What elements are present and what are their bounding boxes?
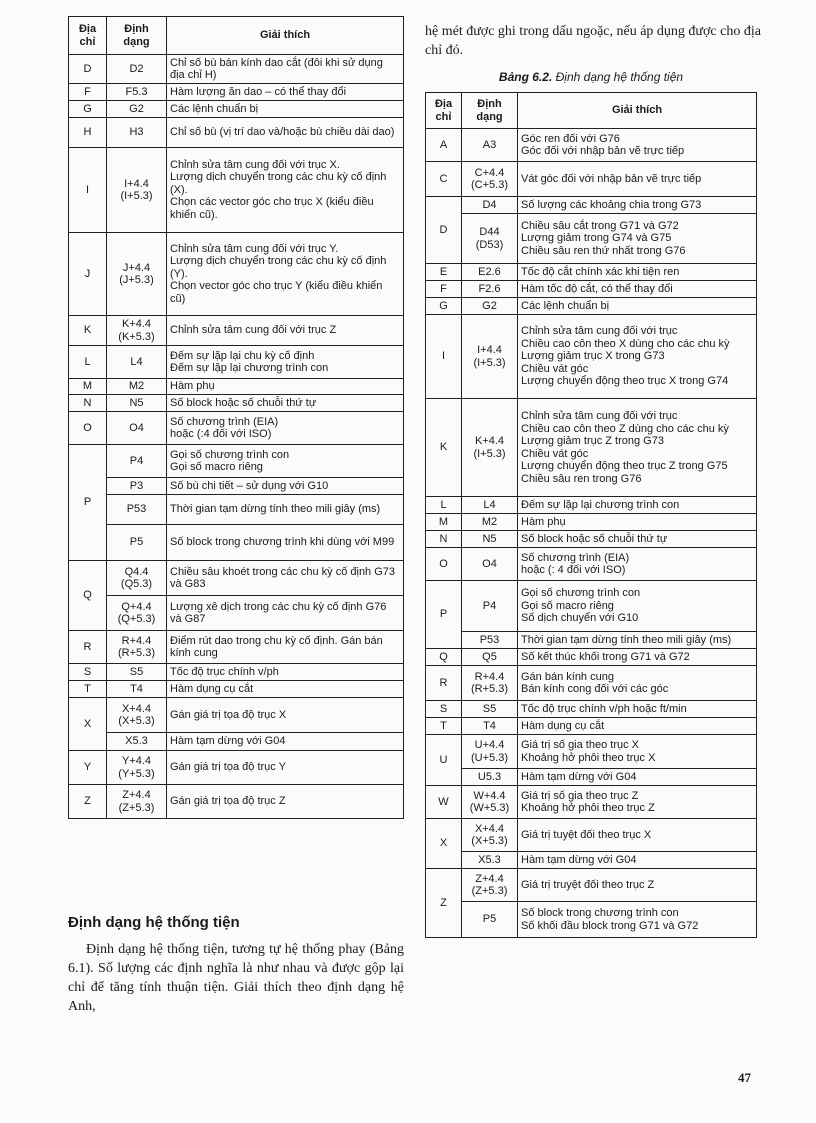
address-cell: Z bbox=[69, 785, 107, 819]
format-cell: P53 bbox=[462, 632, 518, 649]
description-cell: Số kết thúc khối trong G71 và G72 bbox=[518, 649, 757, 666]
format-cell: L4 bbox=[107, 346, 167, 379]
address-cell: S bbox=[69, 664, 107, 681]
format-cell: K+4.4 (I+5.3) bbox=[462, 399, 518, 497]
format-cell: M2 bbox=[462, 514, 518, 531]
format-cell: X5.3 bbox=[107, 733, 167, 751]
header-description: Giải thích bbox=[167, 17, 404, 55]
description-cell: Hàm tạm dừng với G04 bbox=[167, 733, 404, 751]
description-cell: Gán giá trị tọa độ trục Y bbox=[167, 751, 404, 785]
description-cell: Giá trị tuyệt đối theo trục X bbox=[518, 819, 757, 852]
table-caption-text: Định dạng hệ thống tiện bbox=[555, 70, 684, 84]
address-cell: C bbox=[426, 162, 462, 197]
address-cell: D bbox=[69, 55, 107, 84]
format-cell: Q5 bbox=[462, 649, 518, 666]
address-cell: Q bbox=[69, 561, 107, 631]
format-cell: G2 bbox=[462, 298, 518, 315]
description-cell: Hàm tạm dừng với G04 bbox=[518, 769, 757, 786]
description-cell: Tốc độ trục chính v/ph hoặc ft/min bbox=[518, 701, 757, 718]
description-cell: Gán giá trị tọa độ trục X bbox=[167, 698, 404, 733]
header-address: Địa chỉ bbox=[69, 17, 107, 55]
address-cell: R bbox=[426, 666, 462, 701]
address-cell: J bbox=[69, 233, 107, 316]
format-cell: S5 bbox=[107, 664, 167, 681]
address-cell: I bbox=[69, 148, 107, 233]
description-cell: Số block trong chương trình khi dùng với M99 bbox=[167, 525, 404, 561]
address-cell: Q bbox=[426, 649, 462, 666]
description-cell: Gán giá trị tọa độ trục Z bbox=[167, 785, 404, 819]
address-cell: M bbox=[426, 514, 462, 531]
description-cell: Chiều sâu khoét trong các chu kỳ cố định G73 và G83 bbox=[167, 561, 404, 596]
page-number: 47 bbox=[738, 1070, 751, 1085]
format-cell: I+4.4 (I+5.3) bbox=[107, 148, 167, 233]
description-cell: Tốc độ trục chính v/ph bbox=[167, 664, 404, 681]
format-cell: D2 bbox=[107, 55, 167, 84]
description-cell: Giá trị số gia theo trục Z Khoảng hở phôi theo trục Z bbox=[518, 786, 757, 819]
address-cell: H bbox=[69, 118, 107, 148]
description-cell: Số block hoặc số chuỗi thứ tự bbox=[518, 531, 757, 548]
format-cell: P5 bbox=[462, 902, 518, 938]
address-cell: O bbox=[69, 412, 107, 445]
description-cell: Thời gian tạm dừng tính theo mili giây (ms) bbox=[518, 632, 757, 649]
description-cell: Hàm dụng cụ cắt bbox=[167, 681, 404, 698]
format-cell: Z+4.4 (Z+5.3) bbox=[462, 869, 518, 902]
format-cell: X+4.4 (X+5.3) bbox=[107, 698, 167, 733]
description-cell: Hàm phụ bbox=[167, 379, 404, 395]
description-cell: Các lệnh chuẩn bị bbox=[518, 298, 757, 315]
format-cell: L4 bbox=[462, 497, 518, 514]
address-cell: W bbox=[426, 786, 462, 819]
format-cell: O4 bbox=[462, 548, 518, 581]
description-cell: Gọi số chương trình con Gọi số macro riêng Số dịch chuyển với G10 bbox=[518, 581, 757, 632]
description-cell: Hàm tốc độ cắt, có thể thay đổi bbox=[518, 281, 757, 298]
description-cell: Hàm tạm dừng với G04 bbox=[518, 852, 757, 869]
description-cell: Thời gian tạm dừng tính theo mili giây (ms) bbox=[167, 495, 404, 525]
address-cell: M bbox=[69, 379, 107, 395]
format-cell: P53 bbox=[107, 495, 167, 525]
table-caption-label: Bảng 6.2. bbox=[498, 70, 553, 84]
address-cell: F bbox=[426, 281, 462, 298]
format-cell: X5.3 bbox=[462, 852, 518, 869]
description-cell: Số chương trình (EIA) hoặc (: 4 đối với ISO) bbox=[518, 548, 757, 581]
body-paragraph: Định dạng hệ thống tiện, tương tự hệ thống phay (Bảng 6.1). Số lượng các định nghĩa là như nhau và được gộp lại chỉ để tăng tính thuận tiện. Giải thích theo định dạng hệ Anh, bbox=[68, 942, 404, 1014]
description-cell: Số chương trình (EIA) hoặc (:4 đối với ISO) bbox=[167, 412, 404, 445]
milling-format-table bbox=[68, 16, 404, 819]
description-cell: Gán bán kính cung Bán kính cong đối với các góc bbox=[518, 666, 757, 701]
format-cell: I+4.4 (I+5.3) bbox=[462, 315, 518, 399]
address-cell: K bbox=[426, 399, 462, 497]
format-cell: D4 bbox=[462, 197, 518, 214]
format-cell: P4 bbox=[107, 445, 167, 478]
address-cell: L bbox=[426, 497, 462, 514]
format-cell: K+4.4 (K+5.3) bbox=[107, 316, 167, 346]
header-address: Địa chỉ bbox=[426, 93, 462, 129]
format-cell: X+4.4 (X+5.3) bbox=[462, 819, 518, 852]
address-cell: A bbox=[426, 129, 462, 162]
table-caption bbox=[425, 70, 757, 84]
description-cell: Hàm phụ bbox=[518, 514, 757, 531]
format-cell: Q4.4 (Q5.3) bbox=[107, 561, 167, 596]
format-cell: D44 (D53) bbox=[462, 214, 518, 264]
address-cell: D bbox=[426, 197, 462, 264]
description-cell: Chỉnh sửa tâm cung đối với trục Chiều cao côn theo Z dùng cho các chu kỳ Lượng giảm trục Z trong G73 Chiều vát góc Lượng chuyển động theo trục Z trong G75 Chiều sâu ren trong G76 bbox=[518, 399, 757, 497]
description-cell: Các lệnh chuẩn bị bbox=[167, 101, 404, 118]
format-cell: Z+4.4 (Z+5.3) bbox=[107, 785, 167, 819]
description-cell: Góc ren đối với G76 Góc đối với nhập bản vẽ trực tiếp bbox=[518, 129, 757, 162]
address-cell: G bbox=[426, 298, 462, 315]
header-description: Giải thích bbox=[518, 93, 757, 129]
address-cell: R bbox=[69, 631, 107, 664]
address-cell: X bbox=[69, 698, 107, 751]
format-cell: O4 bbox=[107, 412, 167, 445]
format-cell: G2 bbox=[107, 101, 167, 118]
format-cell: P3 bbox=[107, 478, 167, 495]
address-cell: Z bbox=[426, 869, 462, 938]
lathe-format-table bbox=[425, 92, 757, 938]
description-cell: Vát góc đối với nhập bản vẽ trực tiếp bbox=[518, 162, 757, 197]
description-cell: Giá trị truyệt đối theo trục Z bbox=[518, 869, 757, 902]
format-cell: P4 bbox=[462, 581, 518, 632]
description-cell: Chỉnh sửa tâm cung đối với trục Z bbox=[167, 316, 404, 346]
address-cell: I bbox=[426, 315, 462, 399]
description-cell: Đếm sự lặp lại chu kỳ cố định Đếm sự lặp lại chương trình con bbox=[167, 346, 404, 379]
address-cell: P bbox=[426, 581, 462, 649]
format-cell: J+4.4 (J+5.3) bbox=[107, 233, 167, 316]
format-cell: F5.3 bbox=[107, 84, 167, 101]
description-cell: Số block hoặc số chuỗi thứ tự bbox=[167, 395, 404, 412]
description-cell: Chỉ số bù (vị trí dao và/hoặc bù chiều dài dao) bbox=[167, 118, 404, 148]
address-cell: T bbox=[426, 718, 462, 735]
description-cell: Số bù chi tiết – sử dụng với G10 bbox=[167, 478, 404, 495]
description-cell: Đếm sự lặp lại chương trình con bbox=[518, 497, 757, 514]
description-cell: Giá trị số gia theo trục X Khoảng hở phôi theo trục X bbox=[518, 735, 757, 769]
address-cell: E bbox=[426, 264, 462, 281]
address-cell: F bbox=[69, 84, 107, 101]
description-cell: Chỉnh sửa tâm cung đối với trục Y. Lượng dịch chuyển trong các chu kỳ cố định (Y). Chọn vector góc cho trục Y (kiểu điều khiển cũ) bbox=[167, 233, 404, 316]
description-cell: Số lượng các khoảng chia trong G73 bbox=[518, 197, 757, 214]
address-cell: G bbox=[69, 101, 107, 118]
format-cell: R+4.4 (R+5.3) bbox=[462, 666, 518, 701]
description-cell: Tốc độ cắt chính xác khi tiện ren bbox=[518, 264, 757, 281]
address-cell: L bbox=[69, 346, 107, 379]
format-cell: F2.6 bbox=[462, 281, 518, 298]
description-cell: Gọi số chương trình con Gọi số macro riêng bbox=[167, 445, 404, 478]
format-cell: N5 bbox=[107, 395, 167, 412]
format-cell: U+4.4 (U+5.3) bbox=[462, 735, 518, 769]
format-cell: A3 bbox=[462, 129, 518, 162]
header-format: Định dạng bbox=[462, 93, 518, 129]
format-cell: E2.6 bbox=[462, 264, 518, 281]
format-cell: Q+4.4 (Q+5.3) bbox=[107, 596, 167, 631]
format-cell: C+4.4 (C+5.3) bbox=[462, 162, 518, 197]
description-cell: Chiều sâu cắt trong G71 và G72 Lượng giảm trong G74 và G75 Chiều sâu ren thứ nhất trong G76 bbox=[518, 214, 757, 264]
format-cell: R+4.4 (R+5.3) bbox=[107, 631, 167, 664]
address-cell: T bbox=[69, 681, 107, 698]
format-cell: T4 bbox=[462, 718, 518, 735]
description-cell: Lượng xê dịch trong các chu kỳ cố định G76 và G87 bbox=[167, 596, 404, 631]
section-heading: Định dạng hệ thống tiện bbox=[68, 914, 240, 931]
description-cell: Số block trong chương trình con Số khối đầu block trong G71 và G72 bbox=[518, 902, 757, 938]
format-cell: N5 bbox=[462, 531, 518, 548]
address-cell: N bbox=[426, 531, 462, 548]
format-cell: M2 bbox=[107, 379, 167, 395]
address-cell: S bbox=[426, 701, 462, 718]
address-cell: O bbox=[426, 548, 462, 581]
address-cell: U bbox=[426, 735, 462, 786]
address-cell: Y bbox=[69, 751, 107, 785]
header-format: Định dạng bbox=[107, 17, 167, 55]
address-cell: P bbox=[69, 445, 107, 561]
format-cell: H3 bbox=[107, 118, 167, 148]
description-cell: Chỉnh sửa tâm cung đối với trục Chiều cao côn theo X dùng cho các chu kỳ Lượng giảm trục X trong G73 Chiều vát góc Lượng chuyển động theo trục X trong G74 bbox=[518, 315, 757, 399]
format-cell: U5.3 bbox=[462, 769, 518, 786]
description-cell: Hàm dụng cụ cắt bbox=[518, 718, 757, 735]
format-cell: T4 bbox=[107, 681, 167, 698]
description-cell: Chỉ số bù bán kính dao cắt (đôi khi sử dụng địa chỉ H) bbox=[167, 55, 404, 84]
format-cell: P5 bbox=[107, 525, 167, 561]
address-cell: N bbox=[69, 395, 107, 412]
description-cell: Điểm rút dao trong chu kỳ cố định. Gán bán kính cung bbox=[167, 631, 404, 664]
format-cell: Y+4.4 (Y+5.3) bbox=[107, 751, 167, 785]
address-cell: X bbox=[426, 819, 462, 869]
format-cell: S5 bbox=[462, 701, 518, 718]
address-cell: K bbox=[69, 316, 107, 346]
description-cell: Hàm lượng ăn dao – có thể thay đổi bbox=[167, 84, 404, 101]
format-cell: W+4.4 (W+5.3) bbox=[462, 786, 518, 819]
description-cell: Chỉnh sửa tâm cung đối với trục X. Lượng dịch chuyển trong các chu kỳ cố định (X). Chọn các vector góc cho trục X (kiểu điều khiển cũ). bbox=[167, 148, 404, 233]
intro-paragraph: hệ mét được ghi trong dấu ngoặc, nếu áp dụng được cho địa chỉ đó. bbox=[425, 24, 761, 58]
